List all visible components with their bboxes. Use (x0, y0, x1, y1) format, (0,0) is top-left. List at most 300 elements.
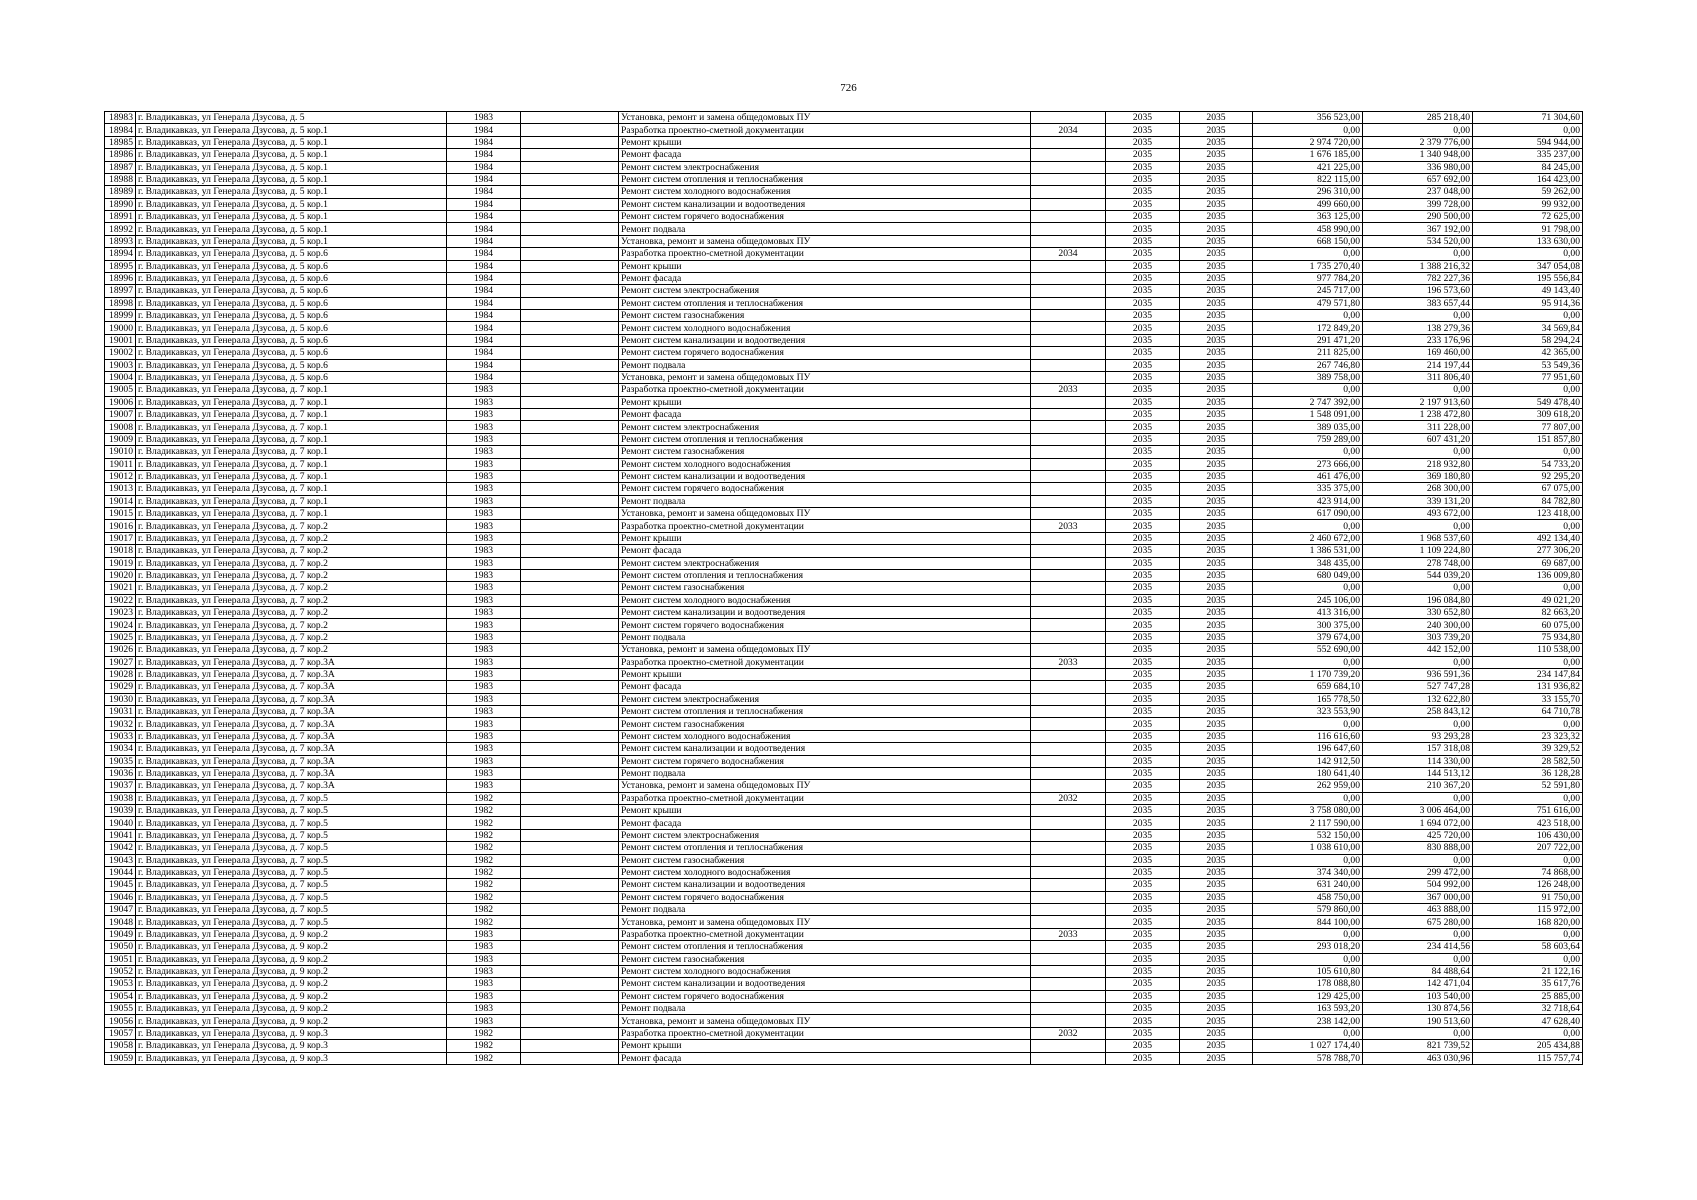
cell-address: г. Владикавказ, ул Генерала Дзусова, д. 9 кор.2 (136, 978, 447, 990)
cell-design-year (1031, 681, 1106, 693)
cell-work-type: Ремонт систем канализации и водоотведения (619, 470, 1031, 482)
cell-blank (521, 1040, 619, 1052)
cell-work-type: Установка, ремонт и замена общедомовых ПУ (619, 112, 1031, 124)
cell-cost-fund: 399 728,00 (1363, 198, 1473, 210)
cell-address: г. Владикавказ, ул Генерала Дзусова, д. 7 кор.3А (136, 706, 447, 718)
cell-design-year (1031, 1040, 1106, 1052)
cell-cost-fund: 0,00 (1363, 248, 1473, 260)
cell-cost-total: 844 100,00 (1253, 916, 1363, 928)
cell-cost-owners: 34 569,84 (1473, 322, 1583, 334)
cell-year-to: 2035 (1180, 1040, 1253, 1052)
cell-blank (521, 941, 619, 953)
cell-cost-total: 423 914,00 (1253, 495, 1363, 507)
cell-year-from: 2035 (1106, 854, 1180, 866)
cell-blank (521, 904, 619, 916)
cell-year-from: 2035 (1106, 223, 1180, 235)
cell-address: г. Владикавказ, ул Генерала Дзусова, д. 7 кор.3А (136, 693, 447, 705)
cell-design-year (1031, 173, 1106, 185)
cell-cost-owners: 25 885,00 (1473, 990, 1583, 1002)
cell-cost-total: 245 106,00 (1253, 594, 1363, 606)
cell-design-year (1031, 136, 1106, 148)
cell-year-built: 1983 (447, 619, 521, 631)
cell-cost-fund: 214 197,44 (1363, 359, 1473, 371)
cell-year-to: 2035 (1180, 495, 1253, 507)
cell-cost-fund: 103 540,00 (1363, 990, 1473, 1002)
cell-address: г. Владикавказ, ул Генерала Дзусова, д. 9 кор.3 (136, 1040, 447, 1052)
cell-id: 19002 (105, 347, 136, 359)
cell-year-to: 2035 (1180, 1003, 1253, 1015)
cell-cost-total: 680 049,00 (1253, 569, 1363, 581)
cell-year-from: 2035 (1106, 211, 1180, 223)
cell-cost-owners: 75 934,80 (1473, 631, 1583, 643)
cell-work-type: Ремонт систем канализации и водоотведения (619, 334, 1031, 346)
table-row (105, 607, 1583, 619)
cell-id: 19005 (105, 384, 136, 396)
cell-year-built: 1984 (447, 371, 521, 383)
cell-year-from: 2035 (1106, 953, 1180, 965)
cell-cost-fund: 0,00 (1363, 384, 1473, 396)
cell-cost-total: 172 849,20 (1253, 322, 1363, 334)
cell-blank (521, 223, 619, 235)
cell-year-built: 1984 (447, 223, 521, 235)
cell-work-type: Ремонт систем отопления и теплоснабжения (619, 433, 1031, 445)
cell-blank (521, 978, 619, 990)
table-row (105, 1015, 1583, 1027)
cell-cost-fund: 138 279,36 (1363, 322, 1473, 334)
cell-year-from: 2035 (1106, 916, 1180, 928)
cell-cost-total: 0,00 (1253, 792, 1363, 804)
cell-year-built: 1983 (447, 545, 521, 557)
cell-address: г. Владикавказ, ул Генерала Дзусова, д. 9 кор.2 (136, 953, 447, 965)
cell-year-to: 2035 (1180, 718, 1253, 730)
cell-year-from: 2035 (1106, 508, 1180, 520)
cell-year-to: 2035 (1180, 421, 1253, 433)
cell-design-year (1031, 718, 1106, 730)
cell-year-to: 2035 (1180, 1015, 1253, 1027)
cell-design-year (1031, 990, 1106, 1002)
cell-cost-total: 165 778,50 (1253, 693, 1363, 705)
cell-blank (521, 681, 619, 693)
cell-year-built: 1982 (447, 891, 521, 903)
table-row (105, 693, 1583, 705)
cell-cost-owners: 60 075,00 (1473, 619, 1583, 631)
cell-work-type: Ремонт систем электроснабжения (619, 285, 1031, 297)
cell-design-year (1031, 557, 1106, 569)
cell-work-type: Ремонт систем электроснабжения (619, 829, 1031, 841)
cell-work-type: Разработка проектно-сметной документации (619, 520, 1031, 532)
cell-blank (521, 631, 619, 643)
cell-address: г. Владикавказ, ул Генерала Дзусова, д. 9 кор.2 (136, 1015, 447, 1027)
cell-year-to: 2035 (1180, 149, 1253, 161)
cell-id: 18985 (105, 136, 136, 148)
table-row (105, 396, 1583, 408)
cell-address: г. Владикавказ, ул Генерала Дзусова, д. 7 кор.5 (136, 805, 447, 817)
cell-work-type: Ремонт подвала (619, 223, 1031, 235)
cell-address: г. Владикавказ, ул Генерала Дзусова, д. 7 кор.3А (136, 780, 447, 792)
cell-blank (521, 161, 619, 173)
cell-cost-owners: 71 304,60 (1473, 112, 1583, 124)
cell-cost-owners: 115 972,00 (1473, 904, 1583, 916)
cell-cost-total: 552 690,00 (1253, 644, 1363, 656)
cell-work-type: Ремонт фасада (619, 817, 1031, 829)
cell-address: г. Владикавказ, ул Генерала Дзусова, д. 7 кор.2 (136, 569, 447, 581)
cell-id: 18991 (105, 211, 136, 223)
cell-blank (521, 532, 619, 544)
cell-cost-fund: 278 748,00 (1363, 557, 1473, 569)
cell-cost-fund: 0,00 (1363, 310, 1473, 322)
cell-cost-owners: 39 329,52 (1473, 743, 1583, 755)
cell-cost-total: 0,00 (1253, 446, 1363, 458)
cell-work-type: Разработка проектно-сметной документации (619, 248, 1031, 260)
cell-cost-owners: 110 538,00 (1473, 644, 1583, 656)
cell-cost-fund: 544 039,20 (1363, 569, 1473, 581)
table-row (105, 421, 1583, 433)
cell-cost-fund: 285 218,40 (1363, 112, 1473, 124)
table-row (105, 619, 1583, 631)
cell-year-built: 1983 (447, 458, 521, 470)
cell-id: 19034 (105, 743, 136, 755)
cell-year-built: 1983 (447, 433, 521, 445)
cell-cost-fund: 442 152,00 (1363, 644, 1473, 656)
cell-cost-owners: 59 262,00 (1473, 186, 1583, 198)
cell-address: г. Владикавказ, ул Генерала Дзусова, д. 7 кор.2 (136, 582, 447, 594)
cell-design-year (1031, 619, 1106, 631)
cell-id: 19006 (105, 396, 136, 408)
cell-address: г. Владикавказ, ул Генерала Дзусова, д. 5 кор.6 (136, 359, 447, 371)
cell-id: 19023 (105, 607, 136, 619)
cell-cost-owners: 309 618,20 (1473, 409, 1583, 421)
cell-design-year (1031, 396, 1106, 408)
cell-cost-owners: 72 625,00 (1473, 211, 1583, 223)
cell-address: г. Владикавказ, ул Генерала Дзусова, д. 5 кор.1 (136, 124, 447, 136)
cell-cost-total: 116 616,60 (1253, 730, 1363, 742)
cell-year-built: 1982 (447, 854, 521, 866)
cell-year-from: 2035 (1106, 112, 1180, 124)
cell-work-type: Ремонт крыши (619, 396, 1031, 408)
cell-id: 18992 (105, 223, 136, 235)
cell-address: г. Владикавказ, ул Генерала Дзусова, д. 7 кор.5 (136, 842, 447, 854)
cell-id: 19036 (105, 767, 136, 779)
cell-design-year (1031, 631, 1106, 643)
cell-id: 18987 (105, 161, 136, 173)
cell-cost-total: 413 316,00 (1253, 607, 1363, 619)
cell-design-year (1031, 916, 1106, 928)
cell-design-year (1031, 359, 1106, 371)
cell-cost-owners: 69 687,00 (1473, 557, 1583, 569)
cell-cost-owners: 64 710,78 (1473, 706, 1583, 718)
cell-year-to: 2035 (1180, 866, 1253, 878)
cell-year-from: 2035 (1106, 371, 1180, 383)
cell-cost-total: 1 735 270,40 (1253, 260, 1363, 272)
cell-address: г. Владикавказ, ул Генерала Дзусова, д. 5 кор.6 (136, 272, 447, 284)
table-row (105, 928, 1583, 940)
cell-blank (521, 433, 619, 445)
cell-cost-owners: 0,00 (1473, 792, 1583, 804)
cell-design-year (1031, 211, 1106, 223)
cell-id: 19013 (105, 483, 136, 495)
cell-year-built: 1983 (447, 706, 521, 718)
cell-cost-fund: 196 084,80 (1363, 594, 1473, 606)
cell-cost-owners: 77 951,60 (1473, 371, 1583, 383)
cell-year-from: 2035 (1106, 347, 1180, 359)
cell-work-type: Ремонт систем отопления и теплоснабжения (619, 706, 1031, 718)
cell-blank (521, 149, 619, 161)
cell-year-to: 2035 (1180, 619, 1253, 631)
cell-year-built: 1983 (447, 978, 521, 990)
cell-year-from: 2035 (1106, 310, 1180, 322)
cell-cost-owners: 168 820,00 (1473, 916, 1583, 928)
cell-cost-total: 293 018,20 (1253, 941, 1363, 953)
cell-year-from: 2035 (1106, 817, 1180, 829)
cell-year-to: 2035 (1180, 644, 1253, 656)
cell-work-type: Ремонт систем горячего водоснабжения (619, 483, 1031, 495)
cell-year-to: 2035 (1180, 545, 1253, 557)
cell-work-type: Ремонт систем горячего водоснабжения (619, 347, 1031, 359)
cell-blank (521, 668, 619, 680)
cell-design-year (1031, 409, 1106, 421)
table-row (105, 248, 1583, 260)
cell-year-from: 2035 (1106, 149, 1180, 161)
cell-address: г. Владикавказ, ул Генерала Дзусова, д. 7 кор.2 (136, 631, 447, 643)
cell-work-type: Ремонт крыши (619, 1040, 1031, 1052)
cell-blank (521, 520, 619, 532)
cell-year-built: 1984 (447, 173, 521, 185)
cell-year-built: 1983 (447, 446, 521, 458)
cell-year-from: 2035 (1106, 681, 1180, 693)
cell-work-type: Ремонт фасада (619, 681, 1031, 693)
cell-design-year (1031, 285, 1106, 297)
cell-design-year (1031, 470, 1106, 482)
cell-id: 19024 (105, 619, 136, 631)
cell-cost-fund: 218 932,80 (1363, 458, 1473, 470)
cell-id: 19000 (105, 322, 136, 334)
cell-blank (521, 594, 619, 606)
cell-design-year (1031, 310, 1106, 322)
cell-id: 18997 (105, 285, 136, 297)
cell-blank (521, 928, 619, 940)
cell-id: 19003 (105, 359, 136, 371)
cell-year-from: 2035 (1106, 446, 1180, 458)
cell-year-to: 2035 (1180, 681, 1253, 693)
cell-work-type: Ремонт систем холодного водоснабжения (619, 458, 1031, 470)
cell-year-from: 2035 (1106, 260, 1180, 272)
cell-cost-fund: 504 992,00 (1363, 879, 1473, 891)
cell-work-type: Ремонт подвала (619, 904, 1031, 916)
cell-design-year (1031, 161, 1106, 173)
cell-id: 19025 (105, 631, 136, 643)
cell-year-to: 2035 (1180, 458, 1253, 470)
cell-id: 19053 (105, 978, 136, 990)
cell-cost-total: 0,00 (1253, 520, 1363, 532)
cell-cost-fund: 493 672,00 (1363, 508, 1473, 520)
cell-address: г. Владикавказ, ул Генерала Дзусова, д. 7 кор.5 (136, 792, 447, 804)
cell-address: г. Владикавказ, ул Генерала Дзусова, д. 7 кор.2 (136, 545, 447, 557)
cell-year-built: 1984 (447, 347, 521, 359)
table-row (105, 557, 1583, 569)
cell-year-built: 1983 (447, 755, 521, 767)
cell-cost-owners: 84 245,00 (1473, 161, 1583, 173)
cell-address: г. Владикавказ, ул Генерала Дзусова, д. 9 кор.2 (136, 965, 447, 977)
cell-blank (521, 545, 619, 557)
cell-year-from: 2035 (1106, 656, 1180, 668)
table-row (105, 594, 1583, 606)
cell-address: г. Владикавказ, ул Генерала Дзусова, д. 7 кор.5 (136, 854, 447, 866)
cell-id: 19052 (105, 965, 136, 977)
cell-address: г. Владикавказ, ул Генерала Дзусова, д. 7 кор.3А (136, 755, 447, 767)
cell-work-type: Ремонт фасада (619, 272, 1031, 284)
cell-cost-fund: 144 513,12 (1363, 767, 1473, 779)
cell-year-from: 2035 (1106, 780, 1180, 792)
cell-blank (521, 718, 619, 730)
cell-design-year (1031, 1052, 1106, 1064)
cell-cost-total: 579 860,00 (1253, 904, 1363, 916)
table-row (105, 433, 1583, 445)
cell-year-built: 1983 (447, 941, 521, 953)
cell-cost-owners: 53 549,36 (1473, 359, 1583, 371)
cell-year-from: 2035 (1106, 990, 1180, 1002)
cell-cost-total: 1 027 174,40 (1253, 1040, 1363, 1052)
cell-year-to: 2035 (1180, 334, 1253, 346)
cell-work-type: Ремонт систем электроснабжения (619, 421, 1031, 433)
cell-cost-total: 273 666,00 (1253, 458, 1363, 470)
cell-work-type: Установка, ремонт и замена общедомовых ПУ (619, 235, 1031, 247)
cell-year-from: 2035 (1106, 767, 1180, 779)
table-row (105, 706, 1583, 718)
cell-year-from: 2035 (1106, 557, 1180, 569)
cell-blank (521, 260, 619, 272)
cell-cost-total: 356 523,00 (1253, 112, 1363, 124)
cell-id: 19059 (105, 1052, 136, 1064)
cell-year-from: 2035 (1106, 1027, 1180, 1039)
cell-blank (521, 359, 619, 371)
cell-design-year: 2032 (1031, 1027, 1106, 1039)
cell-year-built: 1982 (447, 879, 521, 891)
cell-cost-fund: 463 888,00 (1363, 904, 1473, 916)
cell-cost-owners: 0,00 (1473, 582, 1583, 594)
cell-year-from: 2035 (1106, 186, 1180, 198)
table-row (105, 990, 1583, 1002)
cell-id: 19009 (105, 433, 136, 445)
cell-id: 18993 (105, 235, 136, 247)
cell-cost-owners: 0,00 (1473, 928, 1583, 940)
cell-cost-fund: 233 176,96 (1363, 334, 1473, 346)
table-row (105, 149, 1583, 161)
cell-address: г. Владикавказ, ул Генерала Дзусова, д. 7 кор.1 (136, 483, 447, 495)
cell-cost-fund: 0,00 (1363, 656, 1473, 668)
cell-address: г. Владикавказ, ул Генерала Дзусова, д. 7 кор.3А (136, 743, 447, 755)
cell-year-from: 2035 (1106, 792, 1180, 804)
cell-cost-owners: 0,00 (1473, 1027, 1583, 1039)
cell-design-year (1031, 594, 1106, 606)
cell-blank (521, 557, 619, 569)
cell-address: г. Владикавказ, ул Генерала Дзусова, д. 7 кор.3А (136, 668, 447, 680)
cell-work-type: Ремонт крыши (619, 668, 1031, 680)
cell-year-from: 2035 (1106, 904, 1180, 916)
cell-cost-total: 1 548 091,00 (1253, 409, 1363, 421)
cell-cost-total: 499 660,00 (1253, 198, 1363, 210)
cell-id: 19039 (105, 805, 136, 817)
cell-blank (521, 1027, 619, 1039)
cell-blank (521, 421, 619, 433)
table-row (105, 112, 1583, 124)
cell-design-year: 2033 (1031, 384, 1106, 396)
cell-year-to: 2035 (1180, 371, 1253, 383)
cell-year-to: 2035 (1180, 569, 1253, 581)
table-row (105, 310, 1583, 322)
cell-cost-total: 578 788,70 (1253, 1052, 1363, 1064)
cell-year-to: 2035 (1180, 173, 1253, 185)
cell-cost-fund: 114 330,00 (1363, 755, 1473, 767)
cell-year-built: 1983 (447, 767, 521, 779)
cell-year-to: 2035 (1180, 817, 1253, 829)
cell-year-built: 1984 (447, 322, 521, 334)
cell-cost-total: 142 912,50 (1253, 755, 1363, 767)
cell-cost-total: 3 758 080,00 (1253, 805, 1363, 817)
cell-year-built: 1984 (447, 149, 521, 161)
table-row (105, 767, 1583, 779)
cell-id: 18996 (105, 272, 136, 284)
cell-address: г. Владикавказ, ул Генерала Дзусова, д. 7 кор.1 (136, 396, 447, 408)
cell-cost-total: 296 310,00 (1253, 186, 1363, 198)
cell-address: г. Владикавказ, ул Генерала Дзусова, д. 5 кор.6 (136, 371, 447, 383)
cell-address: г. Владикавказ, ул Генерала Дзусова, д. 5 кор.1 (136, 211, 447, 223)
cell-id: 18984 (105, 124, 136, 136)
cell-year-to: 2035 (1180, 928, 1253, 940)
cell-year-built: 1983 (447, 718, 521, 730)
cell-address: г. Владикавказ, ул Генерала Дзусова, д. 7 кор.5 (136, 916, 447, 928)
cell-year-to: 2035 (1180, 755, 1253, 767)
cell-cost-owners: 95 914,36 (1473, 297, 1583, 309)
cell-id: 19040 (105, 817, 136, 829)
cell-year-built: 1983 (447, 1003, 521, 1015)
cell-year-from: 2035 (1106, 545, 1180, 557)
cell-cost-owners: 234 147,84 (1473, 668, 1583, 680)
cell-year-built: 1983 (447, 656, 521, 668)
cell-year-from: 2035 (1106, 619, 1180, 631)
cell-work-type: Ремонт систем холодного водоснабжения (619, 866, 1031, 878)
cell-cost-owners: 35 617,76 (1473, 978, 1583, 990)
cell-year-to: 2035 (1180, 941, 1253, 953)
cell-cost-fund: 657 692,00 (1363, 173, 1473, 185)
cell-id: 19057 (105, 1027, 136, 1039)
cell-id: 19001 (105, 334, 136, 346)
cell-id: 19038 (105, 792, 136, 804)
cell-cost-fund: 821 739,52 (1363, 1040, 1473, 1052)
cell-cost-fund: 1 694 072,00 (1363, 817, 1473, 829)
cell-cost-owners: 335 237,00 (1473, 149, 1583, 161)
cell-cost-fund: 0,00 (1363, 446, 1473, 458)
cell-year-to: 2035 (1180, 409, 1253, 421)
cell-work-type: Ремонт крыши (619, 260, 1031, 272)
cell-cost-total: 105 610,80 (1253, 965, 1363, 977)
cell-cost-total: 2 460 672,00 (1253, 532, 1363, 544)
cell-blank (521, 767, 619, 779)
cell-cost-fund: 936 591,36 (1363, 668, 1473, 680)
cell-cost-total: 617 090,00 (1253, 508, 1363, 520)
cell-address: г. Владикавказ, ул Генерала Дзусова, д. 5 кор.1 (136, 198, 447, 210)
cell-address: г. Владикавказ, ул Генерала Дзусова, д. 7 кор.1 (136, 421, 447, 433)
cell-cost-total: 374 340,00 (1253, 866, 1363, 878)
cell-year-built: 1983 (447, 396, 521, 408)
cell-address: г. Владикавказ, ул Генерала Дзусова, д. 9 кор.2 (136, 990, 447, 1002)
cell-work-type: Установка, ремонт и замена общедомовых ПУ (619, 371, 1031, 383)
cell-id: 19019 (105, 557, 136, 569)
cell-year-built: 1983 (447, 557, 521, 569)
cell-cost-owners: 277 306,20 (1473, 545, 1583, 557)
cell-cost-owners: 0,00 (1473, 248, 1583, 260)
cell-id: 19028 (105, 668, 136, 680)
table-row (105, 668, 1583, 680)
